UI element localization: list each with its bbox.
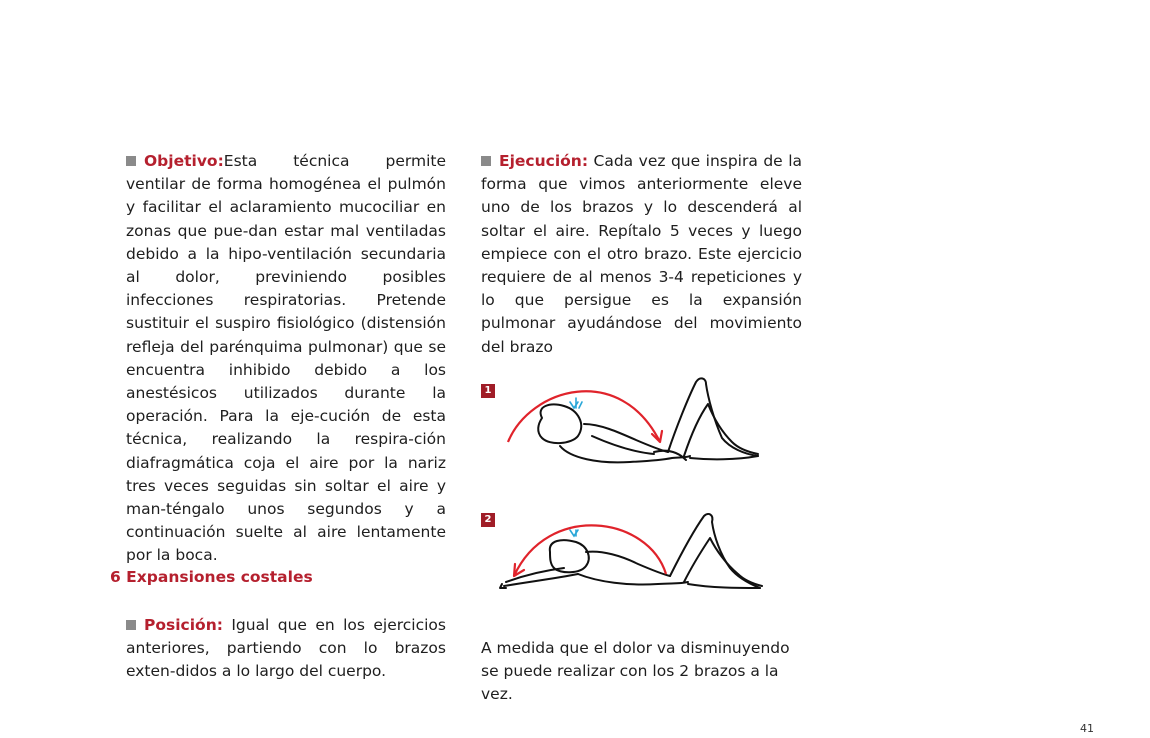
step-1-badge: 1 (481, 384, 495, 398)
objetivo-paragraph (126, 150, 446, 568)
exercise-illustration-2 (498, 508, 773, 600)
section-title: 6 Expansiones costales (110, 568, 313, 586)
step-2-badge: 2 (481, 513, 495, 527)
ejecucion-label: Ejecución: (499, 152, 589, 170)
objetivo-label: Objetivo: (144, 152, 224, 170)
exercise-illustration-1 (500, 368, 770, 478)
bullet-square-icon (481, 156, 491, 166)
closing-paragraph: A medida que el dolor va disminuyendo se puede realizar con los 2 brazos a la vez. (481, 639, 790, 704)
bullet-square-icon (126, 620, 136, 630)
posicion-text: Igual que en los ejercicios anteriores, partiendo con lo brazos exten-didos a lo largo del cuerpo. (126, 616, 446, 681)
ejecucion-paragraph (481, 150, 802, 359)
objetivo-text: Esta técnica permite ventilar de forma homogénea el pulmón y facilitar el aclaramiento mucociliar en zonas que pue-dan estar mal ventiladas debido a la hipo-ventilación secundaria al dolor, previniendo posibles infecciones respiratorias. Pretende sustituir el suspiro fisiológico (distensión refleja del parénquima pulmonar) que se encuentra inhibido debido a los anestésicos utilizados durante la operación. Para la eje-cución de esta técnica, realizando la respira-ción diafragmática coja el aire por la nariz tres veces seguidas sin soltar el aire y man-téngalo unos segundos y a continuación suelte al aire lentamente por la boca. (126, 152, 446, 565)
ejecucion-text: Cada vez que inspira de la forma que vimos anteriormente eleve uno de los brazos y lo descenderá al soltar el aire. Repítalo 5 veces y luego empiece con el otro brazo. Este ejercicio requiere de al menos 3-4 repeticiones y lo que persigue es la expansión pulmonar ayudándose del movimiento del brazo (481, 152, 802, 356)
bullet-square-icon (126, 156, 136, 166)
page-number: 41 (1080, 722, 1094, 735)
posicion-paragraph (126, 614, 446, 684)
posicion-label: Posición: (144, 616, 223, 634)
